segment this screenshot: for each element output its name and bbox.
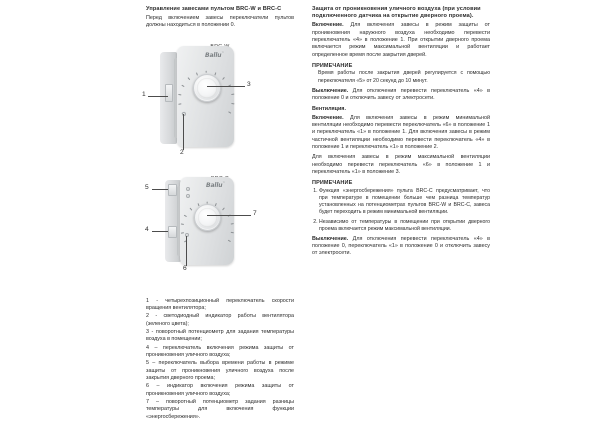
callout-4-number: 4 — [145, 225, 149, 233]
callout-6-line — [186, 236, 187, 266]
brc-w-slide-switch[interactable] — [165, 84, 173, 102]
brc-c-knob-inner — [198, 208, 217, 227]
legend-item: 6 – индикатор включения режима защиты от проникновения уличного воздуха; — [146, 383, 294, 397]
brc-c-switch-4[interactable] — [168, 226, 177, 238]
callout-2-number: 2 — [180, 148, 184, 156]
legend-list — [146, 298, 294, 421]
brc-w-temperature-knob[interactable] — [193, 74, 221, 102]
callout-2-line — [183, 114, 184, 150]
note-1-text: Время работы после закрытия дверей регулируется с помощью переключателя «5» от 20 секунд до 10 минут. — [318, 70, 490, 84]
ventilation-on-lead: Включение. — [312, 114, 344, 121]
brand-logo-brc-w: Ballu™ — [205, 50, 225, 59]
brc-w-body — [177, 46, 234, 147]
callout-7-number: 7 — [253, 209, 257, 217]
callout-5-line — [152, 189, 168, 190]
brc-c-energy-knob[interactable] — [194, 204, 221, 231]
left-column — [142, 6, 294, 420]
brc-c-led-top — [186, 187, 190, 191]
brc-c-switch-5[interactable] — [168, 184, 177, 196]
callout-3-number: 3 — [247, 80, 251, 88]
ventilation-max-paragraph: Для включения завесы в режим максимальной вентиляции необходимо перевести переключатель «6» в положение 1 и переключатель «1» в положение 3. — [312, 154, 490, 176]
callout-5-number: 5 — [145, 183, 149, 191]
callout-4-line — [152, 231, 168, 232]
brand-logo-brc-c: Ballu™ — [206, 180, 226, 189]
brc-c-body — [180, 177, 234, 265]
legend-item: 3 - поворотный потенциометр для задания температуры воздуха в помещении; — [146, 328, 294, 343]
note-2-item: 1. Функция «энергосбережения» пульта BRC-C предусматривает, что при температуре в помещении больше чем разница температур установленных на потенциометрах пультов BRC-W и BRC-C, завеса будет переходить в режим минимальной вентиляции. — [319, 188, 490, 216]
ventilation-on-paragraph — [312, 115, 490, 152]
legend-item: 5 – переключатель выбора времени работы в режиме защиты от проникновения уличного воздуха после закрытия дверного проема; — [146, 360, 294, 381]
legend-item: 1 - четырехпозиционный переключатель скорости вращения вентилятора; — [146, 297, 294, 311]
protection-on-paragraph — [312, 22, 490, 59]
protection-on-text: Для включения завесы в режим защиты от проникновения наружного воздуха необходимо перевести переключатель «4» в положение 1. При открытии дверного проема включается режим максимальной вентиляции и работает определенное время после закрытия дверей. — [312, 22, 490, 58]
ventilation-on-text: Для включения завесы в режим минимальной вентиляции необходимо перевести переключатель «6» в положение 1 и переключатель «1» в положение 1. Для включения завесы в режим частичной вентиляции необходимо перевести переключатель «4» в положение 1 и переключатель «1» в положение 2. — [312, 114, 490, 150]
legend-item: 2 - светодиодный индикатор работы вентилятора (зеленого цвета); — [146, 313, 294, 327]
protection-off-text: Для отключения перевести переключатель «4» в положение 0 и отключить завесу от электросети. — [312, 87, 490, 101]
note-2-list — [312, 188, 490, 233]
callout-7-line — [207, 215, 251, 216]
ventilation-off-lead: Выключение. — [312, 235, 349, 242]
protection-off-lead: Выключение. — [312, 87, 349, 94]
brc-w-dial-group[interactable] — [189, 68, 223, 102]
left-section-title: Управление завесами пультом BRC-W и BRC-C — [146, 6, 282, 12]
figure-brc-c — [146, 176, 294, 286]
callout-1-number: 1 — [142, 90, 146, 98]
note-2-item: 2. Независимо от температуры в помещении при открытии дверного проема включается режим максимальной вентиляции. — [319, 219, 490, 233]
protection-off-paragraph — [312, 88, 490, 103]
callout-3-line — [207, 86, 245, 87]
left-intro-text: Перед включением завесы переключатели пультов должны находиться в положении 0. — [146, 14, 294, 29]
right-column — [312, 6, 490, 396]
callout-1-line — [148, 96, 168, 97]
note-2-heading: ПРИМЕЧАНИЕ — [312, 180, 353, 187]
note-1-heading: ПРИМЕЧАНИЕ — [312, 62, 353, 69]
legend-item: 4 – переключатель включения режима защиты от проникновения уличного воздуха; — [146, 344, 294, 358]
ventilation-heading: Вентиляция. — [312, 106, 346, 113]
right-section-title: Защита от проникновения уличного воздуха (при условии подключенного датчика на открытие дверного проема). — [312, 6, 481, 20]
ventilation-off-paragraph — [312, 236, 490, 258]
legend-item: 7 – поворотный потенциометр задания разницы температуры для включения функции «энергосбережения». — [146, 399, 294, 420]
callout-6-number: 6 — [183, 264, 187, 272]
ventilation-off-text: Для отключения перевести переключатель «4» в положение 0, переключатель «1» в положение 0 и отключить завесу от электросети. — [312, 235, 490, 257]
figure-brc-w — [142, 44, 294, 162]
figures-group — [142, 44, 294, 292]
brc-c-led-mid — [186, 194, 190, 198]
brc-w-knob-inner — [197, 78, 217, 98]
protection-on-lead: Включение. — [312, 22, 344, 29]
